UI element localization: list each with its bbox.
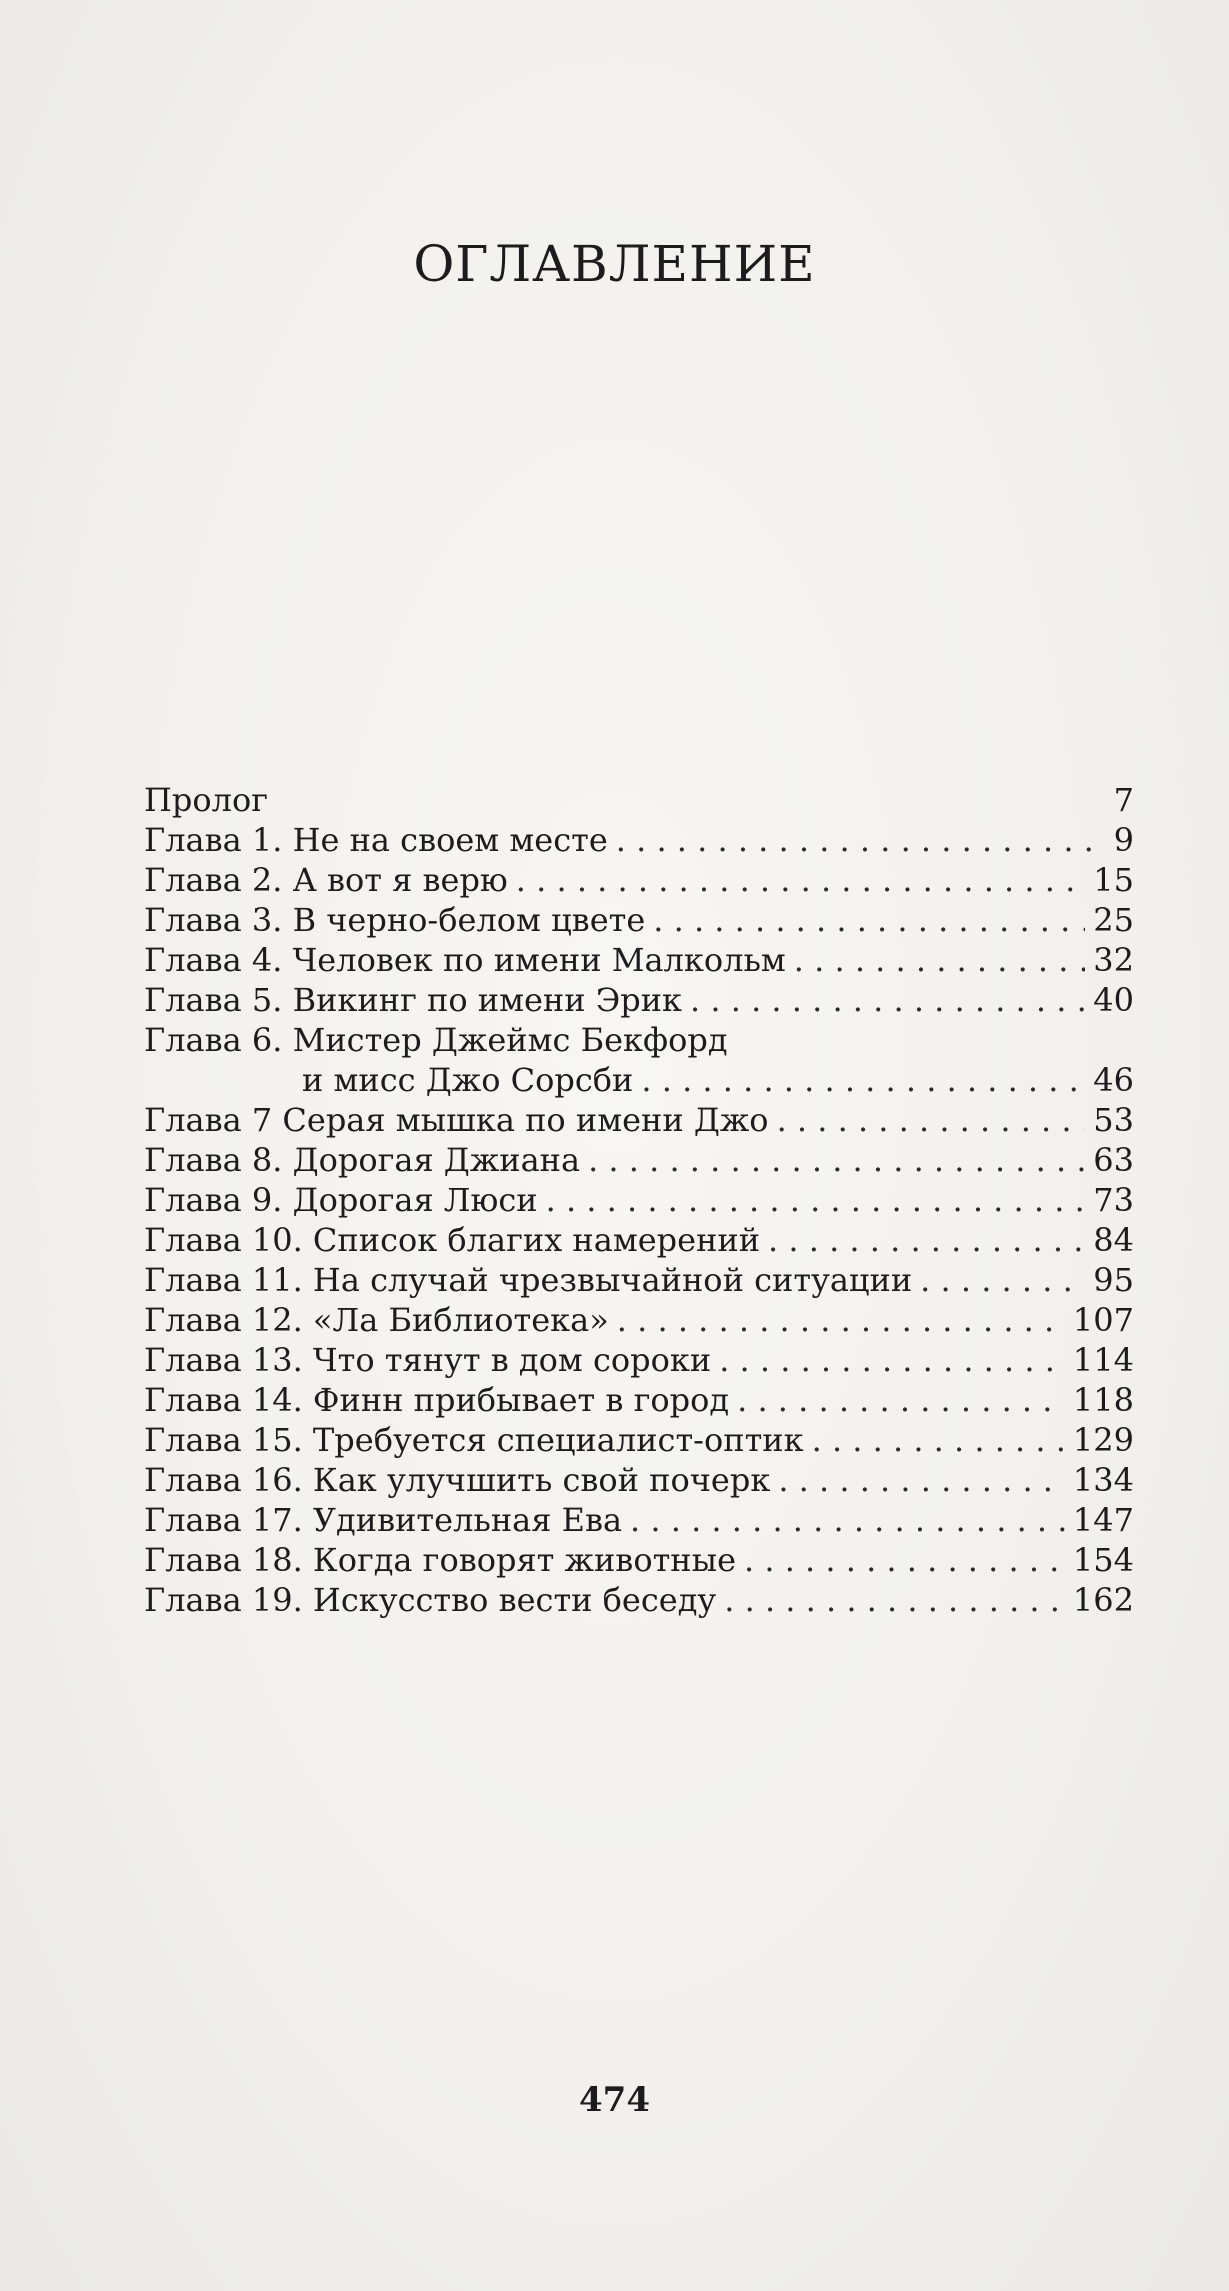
dot-leader (516, 860, 1086, 900)
dot-leader (641, 1060, 1085, 1100)
dot-leader (737, 1380, 1065, 1420)
toc-entry-chapter-7 (144, 1100, 1134, 1140)
toc-page-number: 107 (1072, 1301, 1134, 1339)
dot-leader (616, 820, 1106, 860)
toc-page-number: 162 (1072, 1581, 1134, 1619)
toc-entry-label: Глава 4. Человек по имени Малкольм (144, 941, 786, 979)
toc-page-number: 40 (1093, 981, 1134, 1019)
toc-entry-chapter-8 (144, 1140, 1134, 1180)
dot-leader (653, 900, 1085, 940)
dot-leader (546, 1180, 1086, 1220)
dot-leader (794, 940, 1086, 980)
toc-page-number: 25 (1093, 901, 1134, 939)
toc-entry-label: Глава 6. Мистер Джеймс Бекфорд (144, 1021, 728, 1059)
toc-entry-chapter-5 (144, 980, 1134, 1020)
toc-page-number: 95 (1093, 1261, 1134, 1299)
page-title: ОГЛАВЛЕНИЕ (413, 235, 816, 293)
toc-entry-label: Глава 3. В черно-белом цвете (144, 901, 646, 939)
toc-page-number: 46 (1093, 1061, 1134, 1099)
toc-entry-chapter-19 (144, 1580, 1134, 1620)
dot-leader (690, 980, 1085, 1020)
toc-page-number: 15 (1093, 861, 1134, 899)
toc-entry-label: Глава 19. Искусство вести беседу (144, 1581, 717, 1619)
toc-entry-label: Глава 11. На случай чрезвычайной ситуации (144, 1261, 913, 1299)
toc-entry-chapter-11 (144, 1260, 1134, 1300)
toc-page-number: 147 (1072, 1501, 1134, 1539)
toc-entry-label: Глава 2. А вот я верю (144, 861, 508, 899)
toc-page-number: 134 (1072, 1461, 1134, 1499)
toc-entry-label-continued: и мисс Джо Сорсби (302, 1061, 634, 1099)
toc-entry-chapter-15 (144, 1420, 1134, 1460)
toc-entry-chapter-13 (144, 1340, 1134, 1380)
toc-entry-chapter-2 (144, 860, 1134, 900)
dot-leader (588, 1140, 1085, 1180)
toc-entry-label: Глава 5. Викинг по имени Эрик (144, 981, 683, 1019)
page-number: 474 (579, 2080, 650, 2120)
toc-entry-label: Глава 1. Не на своем месте (144, 821, 608, 859)
dot-leader (719, 1340, 1065, 1380)
toc-entry-chapter-16 (144, 1460, 1134, 1500)
toc-page-number: 53 (1093, 1101, 1134, 1139)
toc-page-number: 9 (1113, 821, 1134, 859)
toc-page-number: 73 (1093, 1181, 1134, 1219)
toc-entry-chapter-3 (144, 900, 1134, 940)
toc-entry-chapter-9 (144, 1180, 1134, 1220)
dot-leader (724, 1580, 1065, 1620)
toc-entry-chapter-4 (144, 940, 1134, 980)
toc-entry-prologue (144, 780, 1134, 820)
toc-entry-label: Глава 17. Удивительная Ева (144, 1501, 623, 1539)
table-of-contents (144, 780, 1134, 1620)
dot-leader (812, 1420, 1065, 1460)
toc-page-number: 63 (1093, 1141, 1134, 1179)
toc-entry-chapter-1 (144, 820, 1134, 860)
toc-entry-label: Глава 13. Что тянут в дом сороки (144, 1341, 712, 1379)
toc-page-number: 114 (1072, 1341, 1134, 1379)
dot-leader (777, 1100, 1086, 1140)
toc-entry-chapter-14 (144, 1380, 1134, 1420)
toc-page-number: 129 (1072, 1421, 1134, 1459)
toc-entry-label: Глава 7 Серая мышка по имени Джо (144, 1101, 769, 1139)
dot-leader (768, 1220, 1085, 1260)
dot-leader (920, 1260, 1085, 1300)
toc-entry-label: Глава 14. Финн прибывает в город (144, 1381, 730, 1419)
toc-entry-chapter-6 (144, 1020, 1134, 1100)
toc-page-number: 118 (1072, 1381, 1134, 1419)
toc-page-number: 84 (1093, 1221, 1134, 1259)
dot-leader (630, 1500, 1065, 1540)
toc-entry-chapter-17 (144, 1500, 1134, 1540)
dot-leader (744, 1540, 1065, 1580)
toc-entry-label: Глава 10. Список благих намерений (144, 1221, 761, 1259)
toc-entry-chapter-12 (144, 1300, 1134, 1340)
dot-leader (778, 1460, 1065, 1500)
toc-entry-label: Глава 15. Требуется специалист-оптик (144, 1421, 804, 1459)
toc-entry-chapter-18 (144, 1540, 1134, 1580)
toc-entry-chapter-10 (144, 1220, 1134, 1260)
toc-page-number: 7 (1113, 781, 1134, 819)
toc-page-number: 154 (1072, 1541, 1134, 1579)
toc-entry-label: Глава 9. Дорогая Люси (144, 1181, 538, 1219)
toc-entry-label: Глава 8. Дорогая Джиана (144, 1141, 581, 1179)
toc-page-number: 32 (1093, 941, 1134, 979)
toc-entry-label: Глава 18. Когда говорят животные (144, 1541, 737, 1579)
toc-entry-label: Глава 16. Как улучшить свой почерк (144, 1461, 771, 1499)
dot-leader (617, 1300, 1065, 1340)
toc-entry-label: Пролог (144, 781, 269, 819)
toc-entry-label: Глава 12. «Ла Библиотека» (144, 1301, 609, 1339)
